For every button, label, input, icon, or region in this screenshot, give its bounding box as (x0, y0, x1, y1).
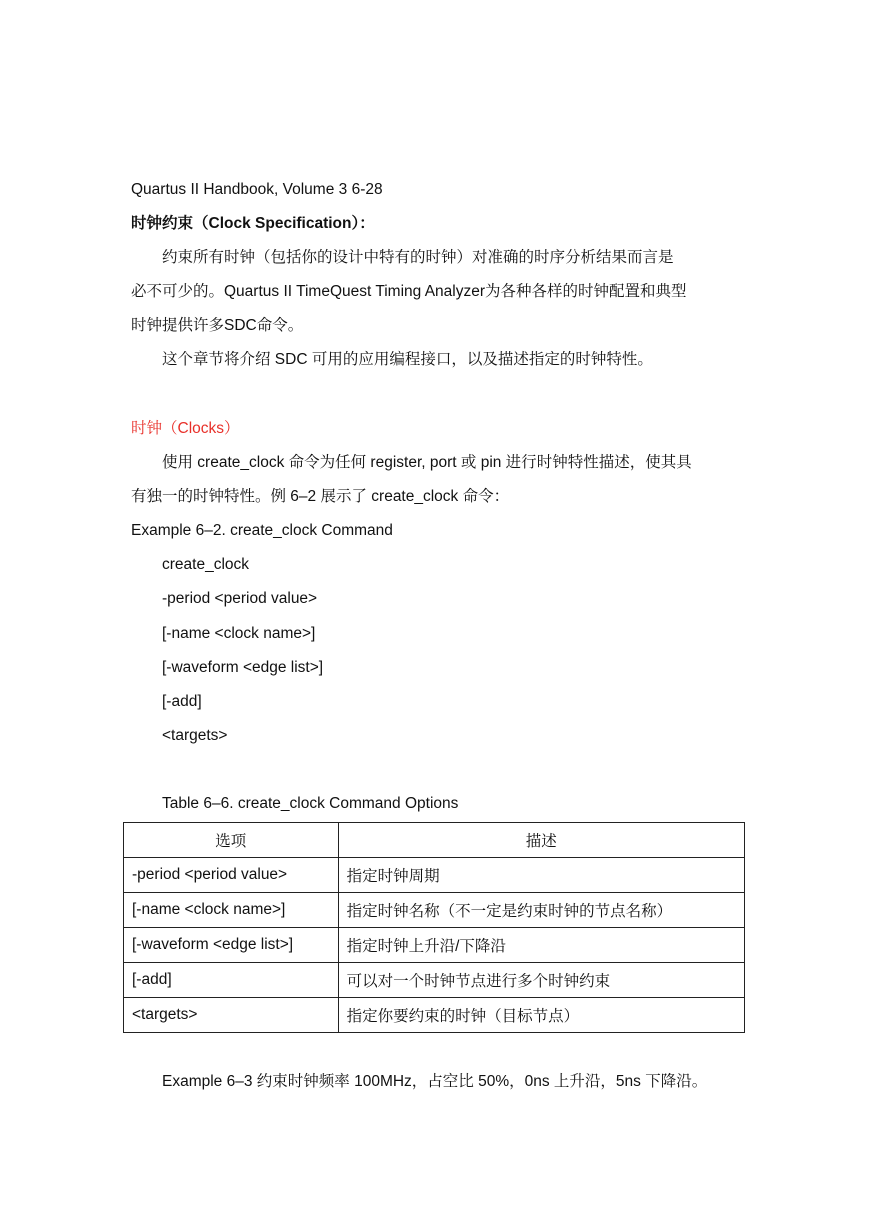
paragraph-line: 约束所有时钟（包括你的设计中特有的时钟）对准确的时序分析结果而言是 (162, 249, 674, 266)
paragraph-line: 有独一的时钟特性。例 6–2 展示了 create_clock 命令： (131, 488, 510, 505)
table-header-cell: 选项 (124, 823, 339, 858)
code-line: create_clock (162, 556, 250, 573)
table-row (124, 893, 745, 928)
table-cell-description: 指定时钟周期 (338, 858, 744, 893)
table-cell-description: 指定你要约束的时钟（目标节点） (338, 998, 744, 1033)
table-cell-option: -period <period value> (124, 858, 339, 893)
paragraph-line: 必不可少的。Quartus II TimeQuest Timing Analyzer为各种各样的时钟配置和典型 (131, 283, 687, 300)
code-line: [-name <clock name>] (162, 625, 316, 642)
table-cell-option: [-add] (124, 963, 339, 998)
code-line: [-add] (162, 693, 202, 710)
table-cell-description: 指定时钟名称（不一定是约束时钟的节点名称） (338, 893, 744, 928)
table-caption: Table 6–6. create_clock Command Options (162, 795, 459, 812)
table-row (124, 928, 745, 963)
table-row (124, 963, 745, 998)
example-footer-text: Example 6–3 约束时钟频率 100MHz，占空比 50%，0ns 上升沿，5ns 下降沿。 (162, 1073, 708, 1090)
code-line: [-waveform <edge list>] (162, 659, 324, 676)
code-line: -period <period value> (162, 590, 318, 607)
table-cell-option: [-waveform <edge list>] (124, 928, 339, 963)
table-cell-option: <targets> (124, 998, 339, 1033)
table-header-cell: 描述 (338, 823, 744, 858)
table-row (124, 998, 745, 1033)
paragraph-line: 这个章节将介绍 SDC 可用的应用编程接口，以及描述指定的时钟特性。 (162, 351, 653, 368)
table-cell-description: 可以对一个时钟节点进行多个时钟约束 (338, 963, 744, 998)
section-title-clock-spec: 时钟约束（Clock Specification）： (131, 215, 375, 232)
code-line: <targets> (162, 727, 228, 744)
paragraph-line: 时钟提供许多SDC命令。 (131, 317, 304, 334)
table-cell-description: 指定时钟上升沿/下降沿 (338, 928, 744, 963)
options-table (123, 822, 745, 1033)
page-header: Quartus II Handbook, Volume 3 6-28 (131, 181, 383, 198)
table-header-row (124, 823, 745, 858)
table-cell-option: [-name <clock name>] (124, 893, 339, 928)
example-caption: Example 6–2. create_clock Command (131, 522, 393, 539)
paragraph-line: 使用 create_clock 命令为任何 register, port 或 pin 进行时钟特性描述，使其具 (162, 454, 692, 471)
table-row (124, 858, 745, 893)
section-title-clocks: 时钟（Clocks） (131, 420, 240, 437)
